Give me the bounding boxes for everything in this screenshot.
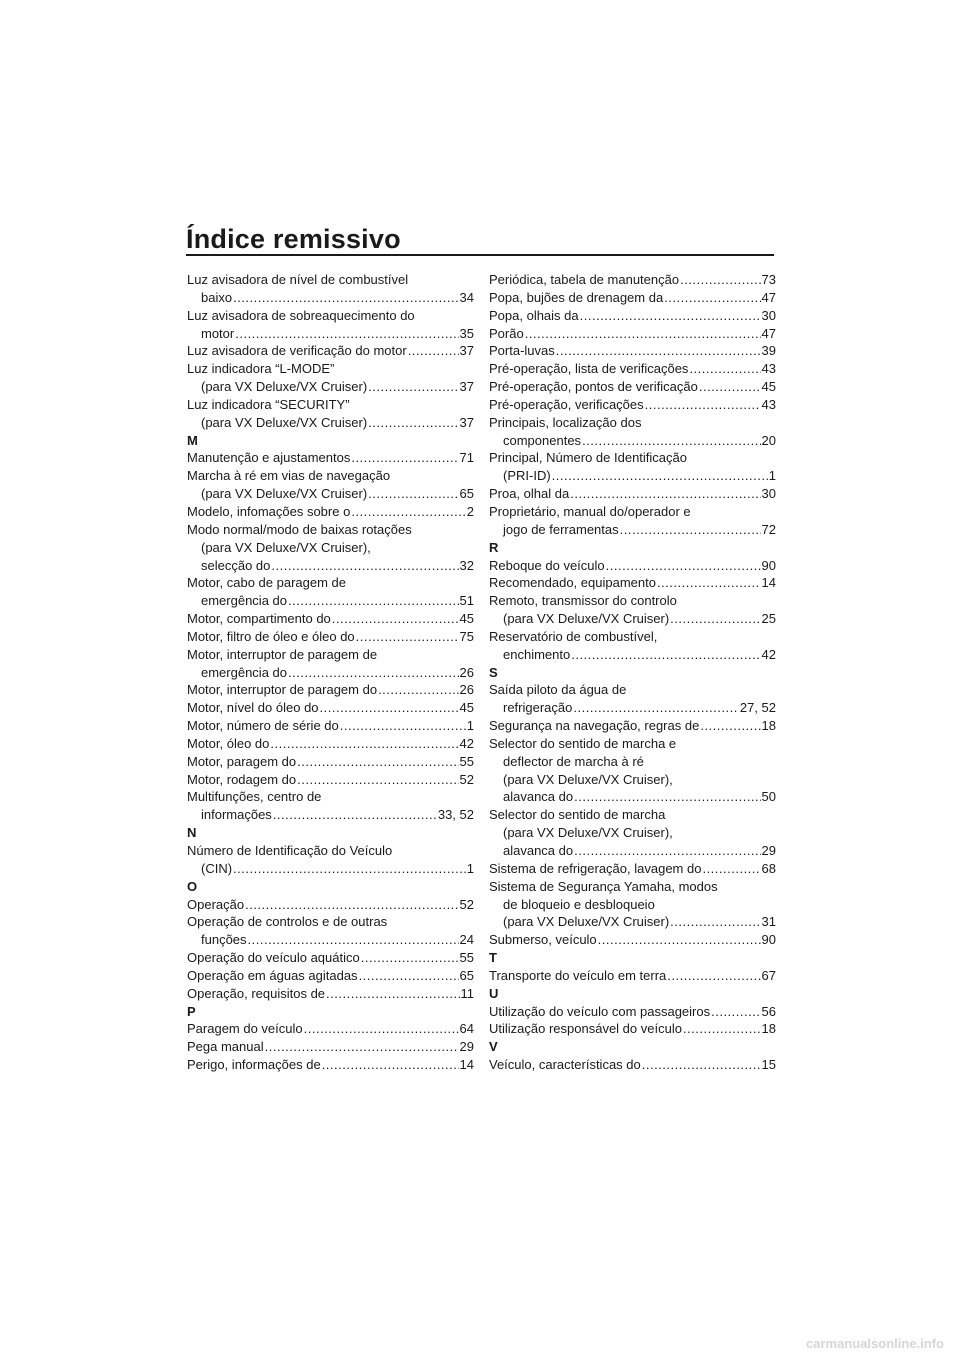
dot-leader <box>361 949 459 967</box>
index-entry-text: alavanca do <box>503 843 574 858</box>
index-entry-text: Submerso, veículo <box>489 932 597 948</box>
index-entry-with-page <box>489 574 776 592</box>
page-number: 45 <box>761 379 776 395</box>
page-number: 15 <box>761 1057 776 1073</box>
dot-leader <box>320 699 459 717</box>
page-number: 45 <box>459 611 474 627</box>
dot-leader <box>700 717 760 735</box>
page-number: 45 <box>459 700 474 716</box>
index-entry-text: Motor, óleo do <box>187 735 270 751</box>
index-entry-with-page <box>489 360 776 378</box>
index-entry-with-page <box>187 1056 474 1074</box>
page-number: 18 <box>761 1021 776 1037</box>
page-number: 37 <box>459 343 474 359</box>
index-entry: Proprietário, manual do/operador e <box>489 503 691 519</box>
index-entry-text: emergência do <box>201 664 287 680</box>
page-number: 50 <box>761 789 776 805</box>
index-entry-text: jogo de ferramentas <box>503 521 619 537</box>
index-entry-with-page <box>489 717 776 735</box>
dot-leader <box>270 735 458 753</box>
dot-leader <box>265 1038 459 1056</box>
dot-leader <box>326 985 459 1003</box>
index-entry-text: Perigo, informações de <box>187 1057 321 1073</box>
index-entry-text: Proa, olhal da <box>489 486 570 502</box>
dot-leader <box>667 967 760 985</box>
dot-leader <box>297 771 458 789</box>
index-entry-with-page <box>489 378 776 396</box>
index-entry-with-page <box>187 628 474 646</box>
page-number: 29 <box>459 1039 474 1055</box>
watermark: carmanualsonline.info <box>806 1336 944 1351</box>
index-entry: Modo normal/modo de baixas rotações <box>187 521 412 537</box>
index-entry: Motor, cabo de paragem de <box>187 575 346 591</box>
dot-leader <box>598 931 761 949</box>
dot-leader <box>273 806 437 824</box>
index-entry-with-page <box>489 289 776 307</box>
dot-leader <box>271 557 458 575</box>
index-entry-text: Recomendado, equipamento <box>489 575 656 591</box>
index-entry-text: Pega manual <box>187 1039 264 1055</box>
page-number: 68 <box>761 860 776 876</box>
page-number: 29 <box>761 843 776 858</box>
dot-leader <box>525 325 761 343</box>
dot-leader <box>582 432 760 450</box>
index-entry-text: componentes <box>503 432 582 448</box>
index-entry-text: selecção do <box>201 557 271 573</box>
index-entry: Remoto, transmissor do controlo <box>489 593 677 609</box>
index-entry-text: Manutenção e ajustamentos <box>187 450 351 466</box>
index-entry-with-page <box>489 271 776 289</box>
page-number: 43 <box>761 361 776 377</box>
dot-leader <box>368 414 458 432</box>
dot-leader <box>288 592 459 610</box>
index-entry-text: Sistema de refrigeração, lavagem do <box>489 860 702 876</box>
dot-leader <box>351 503 465 521</box>
index-entry-text: (para VX Deluxe/VX Cruiser) <box>503 611 670 627</box>
dot-leader <box>574 842 760 860</box>
index-entry-with-page <box>187 717 474 735</box>
index-entry-text: Veículo, características do <box>489 1057 641 1073</box>
index-letter-heading: U <box>489 985 499 1001</box>
index-entry: Marcha à ré em vias de navegação <box>187 468 391 484</box>
index-entry-with-page <box>489 307 776 325</box>
index-entry-with-page <box>489 1056 776 1074</box>
page-number: 33, 52 <box>437 807 474 823</box>
index-entry: Principal, Número de Identificação <box>489 450 687 466</box>
index-entry-text: Motor, filtro de óleo e óleo do <box>187 628 355 644</box>
dot-leader <box>711 1003 760 1021</box>
dot-leader <box>297 753 458 771</box>
index-entry-with-page <box>489 931 776 949</box>
page-number: 51 <box>459 593 474 609</box>
page-number: 42 <box>459 735 474 751</box>
index-entry-text: Motor, rodagem do <box>187 771 297 787</box>
dot-leader <box>340 717 466 735</box>
dot-leader <box>378 681 458 699</box>
index-entry-with-page <box>489 842 776 860</box>
dot-leader <box>351 449 458 467</box>
index-entry-text: Motor, interruptor de paragem do <box>187 682 378 698</box>
page-number: 27, 52 <box>739 700 776 716</box>
page-number: 31 <box>761 914 776 930</box>
dot-leader <box>304 1020 459 1038</box>
index-entry-text: Paragem do veículo <box>187 1021 303 1037</box>
page-number: 11 <box>460 985 474 1001</box>
dot-leader <box>552 467 768 485</box>
index-entry-with-page <box>489 342 776 360</box>
page-number: 37 <box>459 414 474 430</box>
dot-leader <box>699 378 761 396</box>
page-number: 2 <box>466 503 474 519</box>
dot-leader <box>642 1056 761 1074</box>
index-entry-with-page <box>489 432 776 450</box>
dot-leader <box>356 628 459 646</box>
index-entry-text: emergência do <box>201 593 287 609</box>
index-entry-with-page <box>187 485 474 503</box>
page-number: 14 <box>459 1057 474 1073</box>
index-entry-text: (para VX Deluxe/VX Cruiser) <box>201 379 368 395</box>
page-number: 35 <box>459 325 474 341</box>
index-entry-text: Motor, paragem do <box>187 753 297 769</box>
index-entry: Luz avisadora de sobreaquecimento do <box>187 307 415 323</box>
index-entry-continuation: (para VX Deluxe/VX Cruiser), <box>503 771 673 787</box>
index-entry-with-page <box>187 378 474 396</box>
page-number: 1 <box>466 860 474 876</box>
dot-leader <box>233 289 458 307</box>
dot-leader <box>571 646 760 664</box>
index-entry: Saída piloto da água de <box>489 682 627 698</box>
dot-leader <box>689 360 760 378</box>
index-letter-heading: M <box>187 432 198 448</box>
dot-leader <box>359 967 459 985</box>
index-entry-text: (para VX Deluxe/VX Cruiser) <box>503 914 670 930</box>
index-entry-text: Pré-operação, lista de verificações <box>489 361 689 377</box>
dot-leader <box>573 699 738 717</box>
index-entry-text: Motor, número de série do <box>187 718 339 734</box>
dot-leader <box>322 1056 459 1074</box>
index-entry: Motor, interruptor de paragem de <box>187 646 378 662</box>
index-entry-with-page <box>489 610 776 628</box>
dot-leader <box>235 325 458 343</box>
index-entry-with-page <box>489 325 776 343</box>
index-entry: Operação de controlos e de outras <box>187 914 388 930</box>
dot-leader <box>556 342 761 360</box>
index-entry-continuation: de bloqueio e desbloqueio <box>503 896 655 912</box>
index-entry: Luz avisadora de nível de combustível <box>187 272 409 287</box>
page-number: 26 <box>459 682 474 698</box>
title-divider <box>186 254 774 256</box>
page-title: Índice remissivo <box>186 224 401 254</box>
index-entry-with-page <box>187 503 474 521</box>
dot-leader <box>645 396 761 414</box>
index-column-right <box>489 271 776 1074</box>
index-entry-with-page <box>187 949 474 967</box>
index-entry-with-page <box>489 1003 776 1021</box>
dot-leader <box>702 860 760 878</box>
index-entry-with-page <box>489 913 776 931</box>
page-number: 43 <box>761 396 776 412</box>
index-entry: Luz indicadora “SECURITY” <box>187 396 350 412</box>
index-entry-with-page <box>489 467 776 485</box>
index-entry-with-page <box>187 860 474 878</box>
index-entry-text: (para VX Deluxe/VX Cruiser) <box>201 486 368 502</box>
index-entry-text: enchimento <box>503 646 571 662</box>
index-entry: Principais, localização dos <box>489 414 642 430</box>
page-number: 25 <box>761 611 776 627</box>
dot-leader <box>580 307 761 325</box>
index-entry-with-page <box>489 557 776 575</box>
index-entry-text: informações <box>201 807 272 823</box>
dot-leader <box>574 788 760 806</box>
dot-leader <box>332 610 459 628</box>
page-number: 52 <box>459 896 474 912</box>
index-entry: Luz indicadora “L-MODE” <box>187 361 335 377</box>
index-entry-with-page <box>489 1020 776 1038</box>
index-entry-text: Motor, nível do óleo do <box>187 700 319 716</box>
page-number: 55 <box>459 950 474 966</box>
page-number: 26 <box>459 664 474 680</box>
index-entry-with-page <box>187 1020 474 1038</box>
index-entry-text: Transporte do veículo em terra <box>489 967 667 983</box>
index-entry-text: Operação em águas agitadas <box>187 967 358 983</box>
index-entry-text: Pré-operação, verificações <box>489 396 644 412</box>
index-entry-with-page <box>187 289 474 307</box>
dot-leader <box>606 557 761 575</box>
index-entry: Selector do sentido de marcha <box>489 807 666 823</box>
page-number: 20 <box>761 432 776 448</box>
page-number: 47 <box>761 325 776 341</box>
page-number: 56 <box>761 1003 776 1019</box>
page-number: 30 <box>761 486 776 502</box>
page-number: 52 <box>459 771 474 787</box>
index-entry-with-page <box>489 788 776 806</box>
index-letter-heading: T <box>489 950 497 966</box>
index-column-left <box>187 271 474 1074</box>
index-entry-with-page <box>187 985 474 1003</box>
page-number: 55 <box>459 753 474 769</box>
index-entry-with-page <box>489 521 776 539</box>
index-entry-text: motor <box>201 325 235 341</box>
index-entry-with-page <box>489 485 776 503</box>
dot-leader <box>245 896 458 914</box>
index-entry-continuation: (para VX Deluxe/VX Cruiser), <box>503 825 673 841</box>
index-letter-heading: O <box>187 878 198 894</box>
page-number: 90 <box>761 932 776 948</box>
dot-leader <box>670 913 760 931</box>
dot-leader <box>408 342 459 360</box>
dot-leader <box>670 610 760 628</box>
dot-leader <box>570 485 760 503</box>
index-entry-with-page <box>187 592 474 610</box>
index-entry-text: Periódica, tabela de manutenção <box>489 272 680 287</box>
index-entry: Sistema de Segurança Yamaha, modos <box>489 878 718 894</box>
index-entry-with-page <box>187 771 474 789</box>
index-entry-text: Operação <box>187 896 245 912</box>
page-number: 1 <box>768 468 776 484</box>
page-number: 42 <box>761 646 776 662</box>
index-entry-text: Porta-luvas <box>489 343 555 359</box>
page-number: 18 <box>761 718 776 734</box>
index-entry-text: Operação, requisitos de <box>187 985 326 1001</box>
page-number: 30 <box>761 307 776 323</box>
dot-leader <box>657 574 761 592</box>
page-number: 71 <box>459 450 474 466</box>
index-entry-with-page <box>187 557 474 575</box>
page-number: 90 <box>761 557 776 573</box>
index-entry-with-page <box>489 860 776 878</box>
index-entry-text: Porão <box>489 325 524 341</box>
dot-leader <box>368 378 458 396</box>
page-number: 67 <box>761 967 776 983</box>
index-entry-text: Segurança na navegação, regras de <box>489 718 700 734</box>
index-entry-continuation: (para VX Deluxe/VX Cruiser), <box>201 539 371 555</box>
page-number: 65 <box>459 967 474 983</box>
index-entry-text: Modelo, infomações sobre o <box>187 503 351 519</box>
index-letter-heading: R <box>489 539 499 555</box>
dot-leader <box>620 521 761 539</box>
page-number: 39 <box>761 343 776 359</box>
index-entry: Reservatório de combustível, <box>489 628 658 644</box>
index-entry-with-page <box>187 342 474 360</box>
page-number: 37 <box>459 379 474 395</box>
index-entry-text: Luz avisadora de verificação do motor <box>187 343 407 359</box>
index-entry: Multifunções, centro de <box>187 789 322 805</box>
page-number: 1 <box>466 718 474 734</box>
page-number: 14 <box>761 575 776 591</box>
index-entry-text: alavanca do <box>503 789 574 805</box>
index-entry-with-page <box>489 396 776 414</box>
index-entry-text: baixo <box>201 289 233 305</box>
index-entry-with-page <box>489 967 776 985</box>
dot-leader <box>664 289 760 307</box>
index-entry-text: refrigeração <box>503 700 573 716</box>
index-entry-text: (para VX Deluxe/VX Cruiser) <box>201 414 368 430</box>
index-entry: Número de Identificação do Veículo <box>187 843 393 858</box>
index-entry-with-page <box>489 646 776 664</box>
index-entry-continuation: deflector de marcha à ré <box>503 753 644 769</box>
index-entry-with-page <box>187 753 474 771</box>
index-entry-with-page <box>187 806 474 824</box>
index-entry-text: funções <box>201 932 247 948</box>
index-entry-text: Utilização responsável do veículo <box>489 1021 682 1037</box>
page-number: 32 <box>459 557 474 573</box>
page-number: 64 <box>459 1021 474 1037</box>
index-entry-with-page <box>187 896 474 914</box>
page-number: 73 <box>761 272 776 287</box>
index-entry-with-page <box>187 325 474 343</box>
index-entry: Selector do sentido de marcha e <box>489 735 677 751</box>
page-number: 65 <box>459 486 474 502</box>
index-entry-text: Popa, bujões de drenagem da <box>489 289 664 305</box>
index-entry-with-page <box>187 699 474 717</box>
index-entry-text: Reboque do veículo <box>489 557 605 573</box>
dot-leader <box>233 860 466 878</box>
index-entry-text: Operação do veículo aquático <box>187 950 360 966</box>
index-entry-with-page <box>187 449 474 467</box>
index-entry-with-page <box>187 681 474 699</box>
index-entry-with-page <box>187 967 474 985</box>
index-entry-text: Motor, compartimento do <box>187 611 331 627</box>
index-letter-heading: S <box>489 664 498 680</box>
index-entry-with-page <box>187 931 474 949</box>
page-number: 24 <box>459 932 474 948</box>
page-number: 47 <box>761 289 776 305</box>
index-entry-with-page <box>187 610 474 628</box>
index-entry-text: Popa, olhais da <box>489 307 579 323</box>
index-entry-with-page <box>187 1038 474 1056</box>
page-number: 75 <box>459 628 474 644</box>
dot-leader <box>680 271 760 289</box>
dot-leader <box>368 485 458 503</box>
index-entry-with-page <box>187 735 474 753</box>
dot-leader <box>288 664 459 682</box>
page-number: 34 <box>459 289 474 305</box>
index-letter-heading: N <box>187 825 197 841</box>
index-entry-text: (PRI-ID) <box>503 468 551 484</box>
page-number: 72 <box>761 521 776 537</box>
index-letter-heading: V <box>489 1039 498 1055</box>
index-entry-with-page <box>489 699 776 717</box>
index-entry-with-page <box>187 664 474 682</box>
index-letter-heading: P <box>187 1003 196 1019</box>
dot-leader <box>248 931 459 949</box>
dot-leader <box>683 1020 761 1038</box>
index-entry-text: Pré-operação, pontos de verificação <box>489 379 698 395</box>
index-entry-text: (CIN) <box>201 860 233 876</box>
index-entry-text: Utilização do veículo com passageiros <box>489 1003 711 1019</box>
index-entry-with-page <box>187 414 474 432</box>
